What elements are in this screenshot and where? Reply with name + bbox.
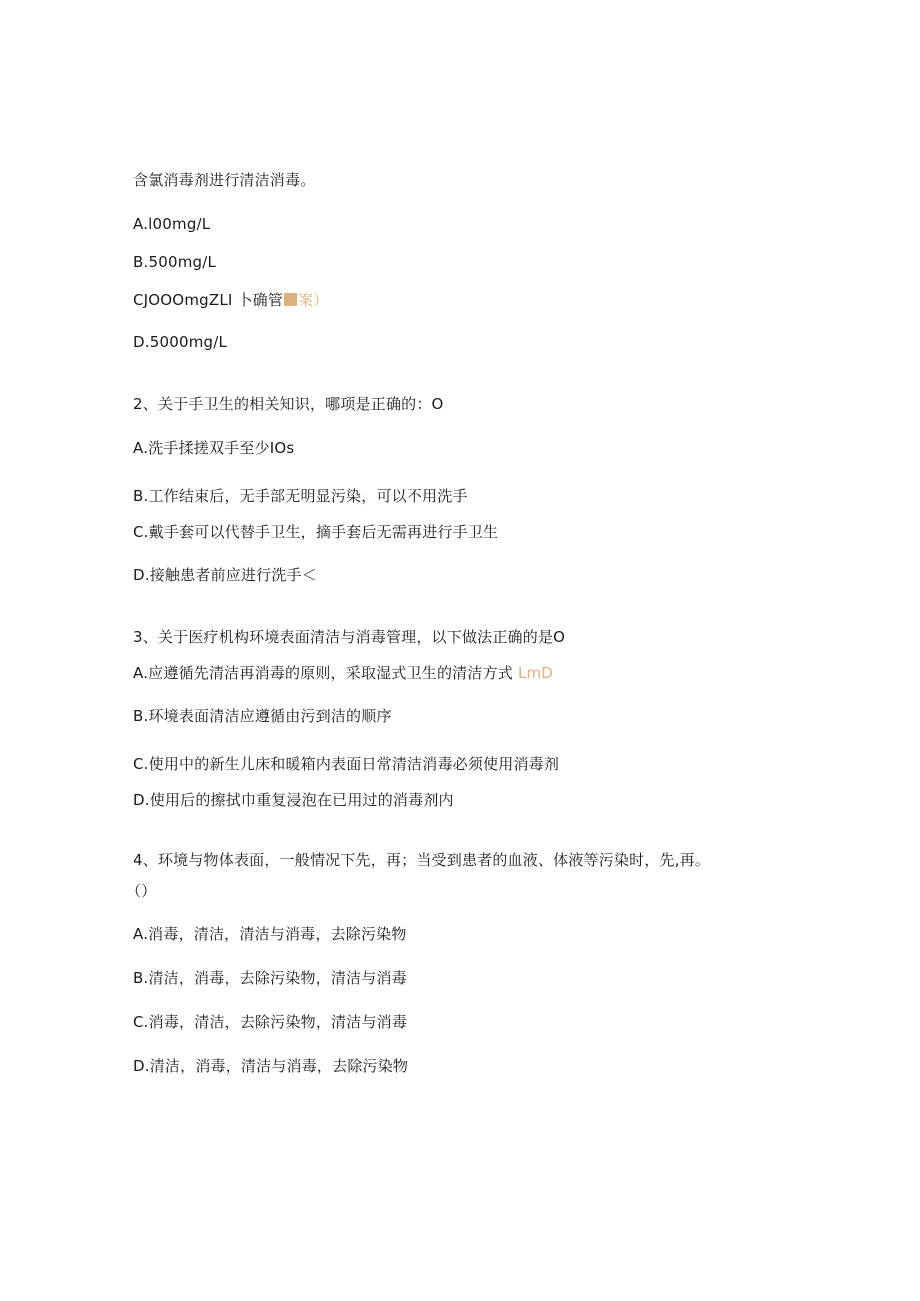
- q1-option-c: [133, 290, 328, 310]
- q4-option-c: C.消毒，清洁，去除污染物，清洁与消毒: [133, 1013, 408, 1031]
- q1-option-b: B.500mg∕L: [133, 253, 217, 271]
- q1-stem-tail: 含氯消毒剂进行清洁消毒。: [133, 171, 316, 189]
- q3-stem: 3、关于医疗机构环境表面清洁与消毒管理，以下做法正确的是O: [133, 628, 566, 646]
- q2-option-c: C.戴手套可以代替手卫生，摘手套后无需再进行手卫生: [133, 523, 499, 541]
- q3-option-a-text: A.应遵循先清洁再消毒的原则，采取湿式卫生的清洁方式: [133, 664, 513, 682]
- answer-marker-box: [284, 293, 297, 306]
- q3-option-b: B.环境表面清洁应遵循由污到洁的顺序: [133, 707, 392, 725]
- q3-option-c: C.使用中的新生儿床和暖箱内表面日常清洁消毒必须使用消毒剂: [133, 755, 560, 773]
- q2-stem: 2、关于手卫生的相关知识，哪项是正确的：O: [133, 395, 444, 413]
- q3-option-a: [133, 663, 553, 683]
- q1-option-c-text: CJOOOmgZLI 卜确管: [133, 291, 284, 309]
- q2-option-a: A.洗手揉搓双手至少IOs: [133, 439, 295, 457]
- q3-option-d: D.使用后的擦拭巾重复浸泡在已用过的消毒剂内: [133, 791, 454, 809]
- q1-option-d: D.5000mg∕L: [133, 333, 228, 351]
- q3-option-a-answer: LmD: [517, 664, 554, 682]
- q2-option-d: D.接触患者前应进行洗手＜: [133, 566, 317, 584]
- q1-option-c-answer: 案）: [298, 291, 329, 309]
- q4-option-b: B.清洁，消毒，去除污染物，清洁与消毒: [133, 969, 407, 987]
- q4-stem: 4、环境与物体表面，一般情况下先，再；当受到患者的血液、体液等污染时，先,再。: [133, 851, 711, 869]
- q2-option-b: B.工作结束后，无手部无明显污染，可以不用洗手: [133, 487, 468, 505]
- q4-stem-continuation: （）: [126, 882, 157, 900]
- q4-option-d: D.清洁，消毒，清洁与消毒，去除污染物: [133, 1057, 409, 1075]
- q4-option-a: A.消毒，清洁，清洁与消毒，去除污染物: [133, 925, 407, 943]
- q1-option-a: A.l00mg∕L: [133, 215, 211, 233]
